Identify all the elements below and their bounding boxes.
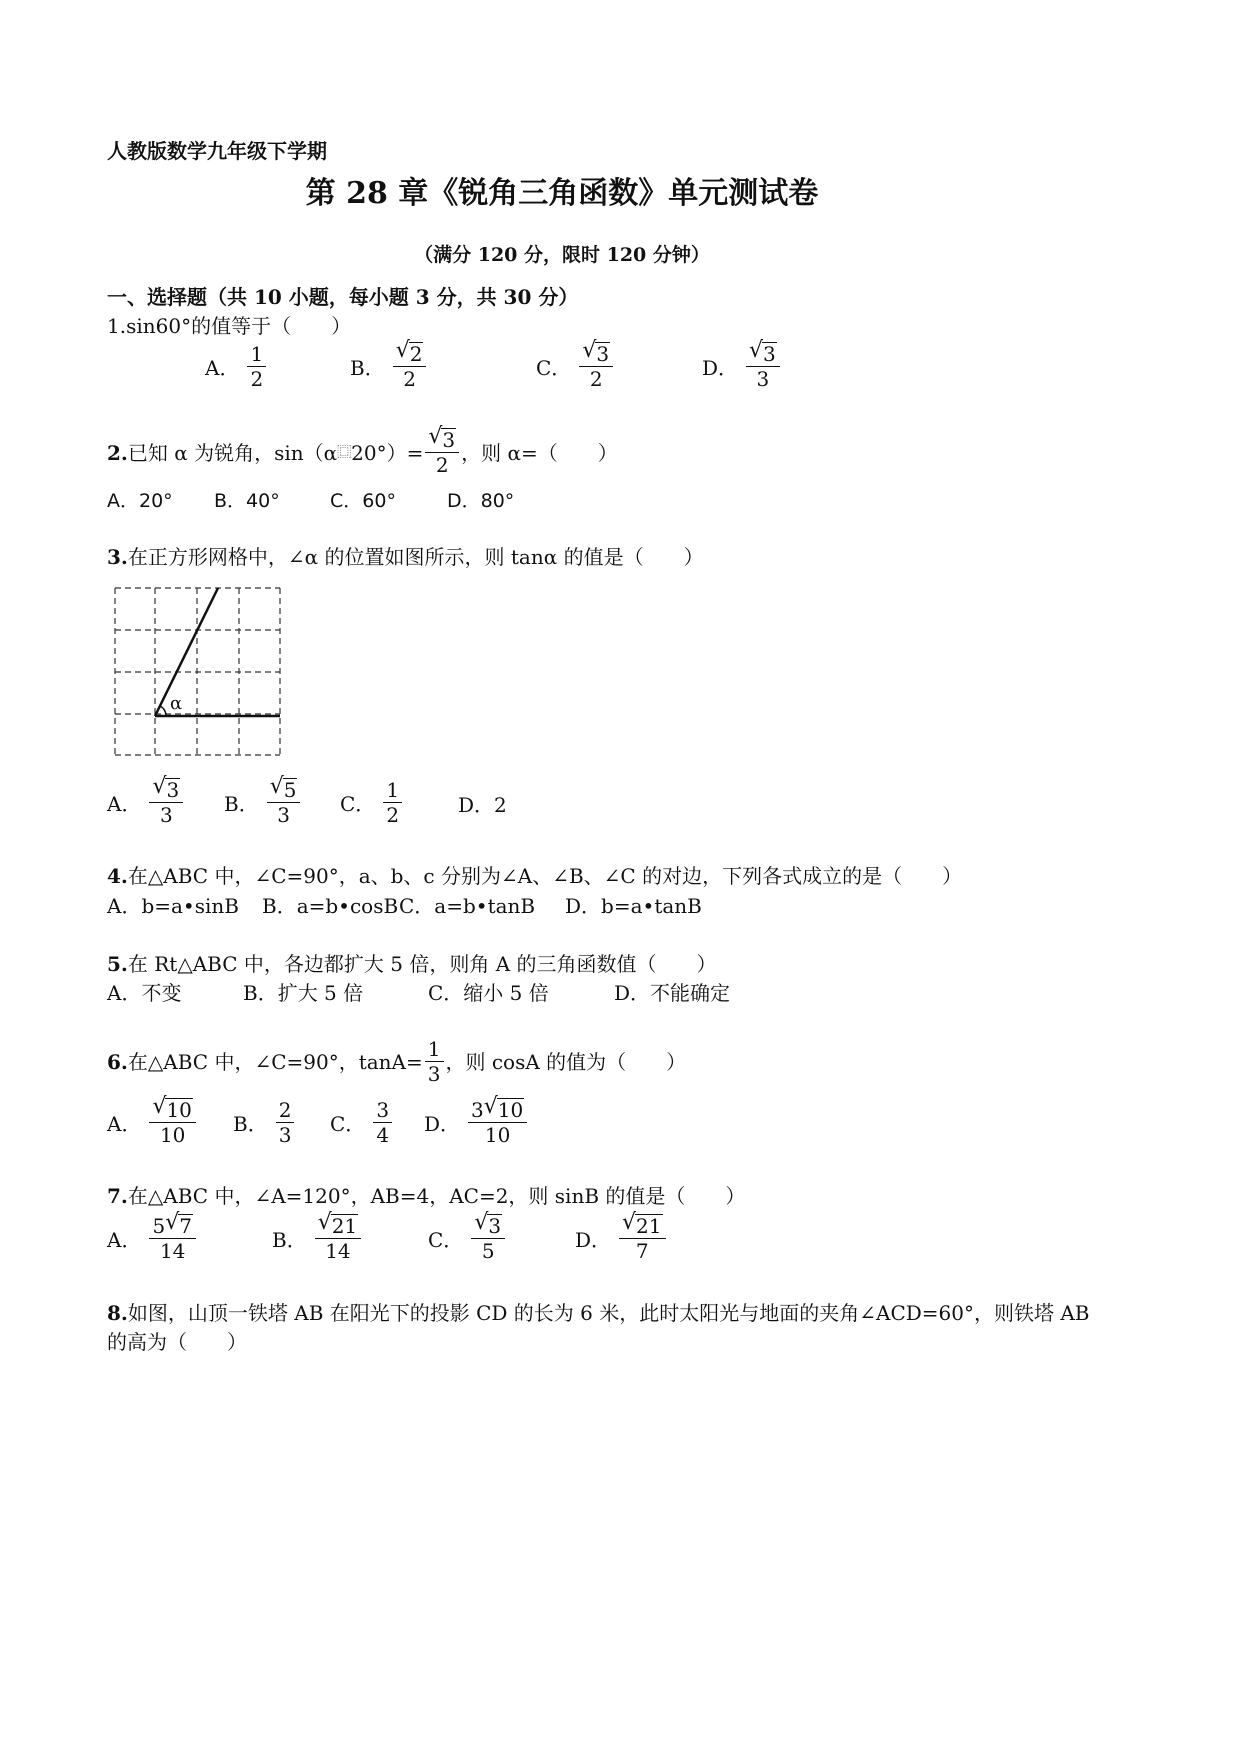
q4-option-b[interactable]: B．a=b•cosB: [262, 894, 399, 918]
q2-option-c[interactable]: C．60°: [330, 490, 396, 512]
sqrt-symbol: √ 5: [269, 774, 297, 802]
q2-option-d[interactable]: D．80°: [447, 490, 515, 512]
sqrt-symbol: √ 2: [395, 338, 423, 366]
sqrt-symbol: √ 7: [165, 1210, 192, 1238]
fraction: √ 2 2: [393, 342, 427, 391]
option-label: C．: [536, 356, 572, 380]
exam-note: （满分 120 分，限时 120 分钟）: [414, 244, 710, 266]
sqrt-symbol: √ 10: [483, 1094, 524, 1122]
fraction: 5 √ 7 14: [149, 1214, 195, 1263]
sqrt-symbol: √ 3: [474, 1210, 502, 1238]
q4-options: [107, 893, 707, 919]
q2-option-a[interactable]: A．20°: [107, 490, 173, 512]
angle-label: α: [170, 693, 183, 714]
fraction: $\frac{1}{2}$: [247, 342, 266, 391]
fraction: √ 3 2: [425, 428, 459, 477]
q3-option-c[interactable]: [340, 778, 404, 827]
option-label: C．: [340, 792, 376, 816]
sqrt-symbol: √ 3: [582, 338, 610, 366]
fraction: √ 3 3: [746, 342, 780, 391]
option-label: D．: [424, 1112, 461, 1136]
fraction: $\frac{3}{4}$: [373, 1098, 392, 1147]
question-1-stem: 1.sin60°的值等于（ ）: [107, 314, 352, 338]
fraction: √ 3 5: [471, 1214, 505, 1263]
q7-option-b[interactable]: [272, 1210, 363, 1263]
q4-option-d[interactable]: D．b=a•tanB: [565, 894, 702, 918]
q7-option-a[interactable]: [107, 1210, 198, 1263]
q2-option-b[interactable]: B．40°: [214, 490, 280, 512]
q1-option-c[interactable]: [536, 338, 615, 391]
fraction: $\frac{2}{3}$: [276, 1098, 295, 1147]
q4-option-a[interactable]: A．b=a•sinB: [107, 894, 239, 918]
question-number: 2.: [107, 440, 128, 465]
sqrt-symbol: √ 21: [317, 1210, 358, 1238]
fraction: √ 5 3: [267, 778, 301, 827]
q3-option-a[interactable]: [107, 774, 185, 827]
question-number: 6.: [107, 1049, 128, 1074]
sqrt-symbol: √ 10: [152, 1094, 192, 1122]
option-label: B．: [233, 1112, 268, 1136]
question-6-stem: 6. 在△ABC 中，∠C=90°，tanA= $\frac{1}{3}$ ，则 cosA 的值为（ ）: [107, 1037, 687, 1086]
option-label: A．: [107, 1228, 142, 1252]
dashed-grid: [115, 588, 280, 755]
sqrt-symbol: √ 3: [152, 774, 180, 802]
question-3-stem: 3.在正方形网格中，∠α 的位置如图所示，则 tanα 的值是（ ）: [107, 545, 704, 569]
sqrt-symbol: √ 3: [428, 424, 456, 452]
q6-option-b[interactable]: [233, 1098, 296, 1147]
q1-option-d[interactable]: [702, 338, 782, 391]
question-number: 3.: [107, 545, 128, 569]
option-label: D．: [575, 1228, 612, 1252]
fraction: √ 21 14: [315, 1214, 361, 1263]
question-8-stem: 8.如图，山顶一铁塔 AB 在阳光下的投影 CD 的长为 6 米，此时太阳光与地面的夹角∠ACD=60°，则铁塔 AB: [107, 1301, 1090, 1325]
document-subtitle: 人教版数学九年级下学期: [107, 139, 327, 163]
q5-option-a[interactable]: A．不变: [107, 981, 182, 1005]
angle-ray-inclined: [155, 588, 218, 716]
option-label: B．: [224, 792, 259, 816]
option-label: D．: [458, 793, 495, 817]
q3-option-d[interactable]: D．2: [458, 793, 507, 817]
document-title: 第 28 章《锐角三角函数》单元测试卷: [305, 176, 819, 211]
option-label: D．: [702, 356, 739, 380]
fraction: √ 3 3: [149, 778, 183, 827]
q3-option-b[interactable]: [224, 774, 302, 827]
q5-options: [107, 980, 757, 1006]
fraction: √ 3 2: [579, 342, 613, 391]
question-5-stem: 5.在 Rt△ABC 中，各边都扩大 5 倍，则角 A 的三角函数值（ ）: [107, 952, 717, 976]
option-label: C．: [428, 1228, 464, 1252]
question-number: 7.: [107, 1184, 128, 1208]
q5-option-d[interactable]: D．不能确定: [614, 981, 731, 1005]
option-label: A．: [107, 792, 142, 816]
q1-option-b[interactable]: [350, 338, 428, 391]
q6-option-c[interactable]: [330, 1098, 394, 1147]
option-label: C．: [330, 1112, 366, 1136]
question-4-stem: 4.在△ABC 中，∠C=90°，a、b、c 分别为∠A、∠B、∠C 的对边，下列各式成立的是（ ）: [107, 864, 963, 888]
q5-option-c[interactable]: C．缩小 5 倍: [428, 981, 549, 1005]
q7-option-c[interactable]: [428, 1210, 507, 1263]
fraction: $\frac{1}{3}$: [425, 1037, 444, 1086]
q6-option-a[interactable]: [107, 1094, 198, 1147]
fraction: $\frac{1}{2}$: [383, 778, 402, 827]
option-label: A．: [205, 356, 240, 380]
q5-option-b[interactable]: B．扩大 5 倍: [243, 981, 364, 1005]
q1-option-a[interactable]: [205, 342, 268, 391]
fraction: √ 21 7: [619, 1214, 665, 1263]
question-number: 8.: [107, 1301, 128, 1325]
q4-option-c[interactable]: C．a=b•tanB: [399, 894, 536, 918]
q7-option-d[interactable]: [575, 1210, 668, 1263]
angle-grid-figure: [110, 585, 285, 760]
option-label: B．: [272, 1228, 307, 1252]
question-number: 5.: [107, 952, 128, 976]
fraction: 3 √ 10 10: [468, 1098, 527, 1147]
fraction: √ 10 10: [149, 1098, 195, 1147]
question-8-stem-line2: 的高为（ ）: [107, 1330, 247, 1354]
question-7-stem: 7.在△ABC 中，∠A=120°，AB=4，AC=2，则 sinB 的值是（ ）: [107, 1184, 746, 1208]
section-heading: 一、选择题（共 10 小题，每小题 3 分，共 30 分）: [107, 285, 579, 309]
sqrt-symbol: √ 21: [622, 1210, 662, 1238]
q6-option-d[interactable]: [424, 1094, 529, 1147]
option-label: A．: [107, 1112, 142, 1136]
sqrt-symbol: √ 3: [749, 338, 776, 366]
question-number: 4.: [107, 864, 128, 888]
question-2-stem: 2. 已知 α 为锐角，sin（α ⿴ 20°）= √ 3 2 ，则 α=（ ）: [107, 424, 618, 477]
option-label: B．: [350, 356, 385, 380]
missing-glyph: ⿴: [337, 444, 352, 461]
